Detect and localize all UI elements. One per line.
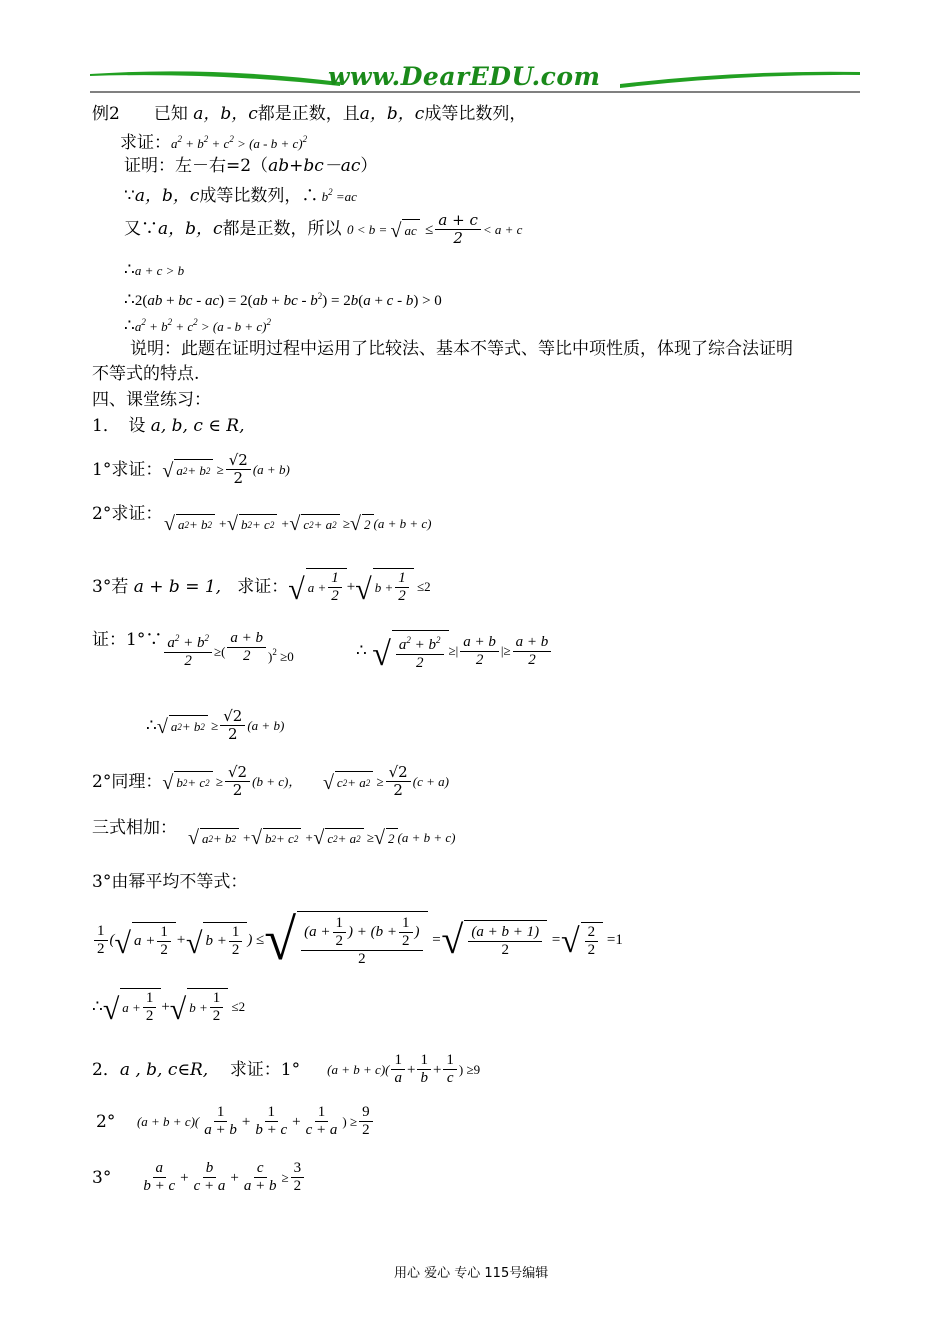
page-footer: 用心 爱心 专心 115号编辑 [394,1266,549,1281]
proof-1: 证：1°∵ $\frac{a^2 + b^2}{2}$ ≥( $\frac{a + b}{2}$ )$^2$ ≥0 [92,630,294,669]
again-line: 又∵a，b，c都是正数，所以 0 < b = √ ac ≤ $\frac{a + c}{2}$ < a + c [124,211,523,247]
therefore-line-1: ∴a + c > b [124,260,185,280]
sum-three: 三式相加： [92,818,177,838]
therefore-line-2: ∴2(ab + bc - ac) = 2(ab + bc - $b^2) = 2b(a + c - b) > 0$ [124,290,442,310]
note-line: 说明：此题在证明过程中运用了比较法、基本不等式、等比中项性质，体现了综合法证明 [130,339,793,359]
problem-2-expr: √ a 2 + b 2 + √ b 2 + c 2 + √ c 2 + a 2 ≥ √ 2 (a + b + c) [164,513,432,535]
exercise-2: 2． a , b, c∈R, 求证：1° (a + b + c)( $\frac{1}{a}$ + $\frac{1}{b}$ + $\frac{1}{c}$ ) ≥9 [92,1052,481,1086]
proof-line: 证明：左－右=2（ab+bc－ac） [124,156,378,176]
sum-three-expr: √ a 2 + b 2 + √ b 2 + c 2 + √ c 2 + a 2 ≥ √ 2 (a + b + c) [188,827,456,849]
power-mean-expr: $\frac{1}{2}$ ( √ a + $\frac{1}{2}$ + √ b + $\frac{1}{2}$ ) ≤ √ (a + $\frac{1}{2}$ ) + (b + $\frac{1}{2}$ ) 2 = √ $\frac{(a + b + 1)}{2}$ = √ $\frac{2}{2}$ =1 [92,902,623,978]
exercise-2-q2: 2° (a + b + c)( $\frac{1}{a + b}$ + $\frac{1}{b + c}$ + $\frac{1}{c + a}$ ) ≥ $\frac{9}{2}$ [96,1104,375,1139]
section-title: 四、课堂练习： [92,390,211,410]
proof-2: 2°同理： √ b 2 + c 2 ≥ $\frac{√2}{2}$ (b + c)， √ c 2 + a 2 ≥ $\frac{√2}{2}$ (c + a) [92,763,449,799]
site-logo: www.DearEDU.com [328,62,601,91]
proof-1-therefore: ∴ √ $\frac{a^2 + b^2}{2}$ ≥| $\frac{a + b}{2}$ |≥ $\frac{a + b}{2}$ [356,630,553,672]
prove-line: 求证：$a^2 + b^2 + c^2 > (a - b + c)^2$ [120,133,308,153]
exercise-2-q3: 3° $\frac{a}{b + c}$ + $\frac{b}{c + a}$ + $\frac{c}{a + b}$ ≥ $\frac{3}{2}$ [92,1160,306,1195]
problem-1: 1°求证： √ a 2 + b 2 ≥ $\frac{√2}{2}$ (a + b) [92,451,290,487]
problem-3: 3°若 a + b = 1, 求证： √ a + $\frac{1}{2}$ + √ b + $\frac{1}{2}$ ≤2 [92,570,431,606]
power-mean-result: ∴ √ a + $\frac{1}{2}$ + √ b + $\frac{1}{2}$ ≤2 [92,990,246,1026]
proof-1-result: ∴ √ a 2 + b 2 ≥ $\frac{√2}{2}$ (a + b) [146,707,285,743]
because-line: ∵a，b，c成等比数列，∴ $b^2 =ac$ [124,186,357,206]
exercise-1: 1． 设 a, b, c ∈ R, [92,416,245,436]
header-banner [90,62,860,96]
ex2-line: 例2 已知 a，b，c都是正数，且a，b，c成等比数列， [92,104,527,124]
problem-2: 2°求证： [92,504,163,524]
power-mean: 3°由幂平均不等式： [92,872,248,892]
therefore-line-3: $\therefore a^2 + b^2 + c^2 > (a - b + c)^2$ [124,316,271,336]
note-line-2: 不等式的特点. [92,364,200,384]
